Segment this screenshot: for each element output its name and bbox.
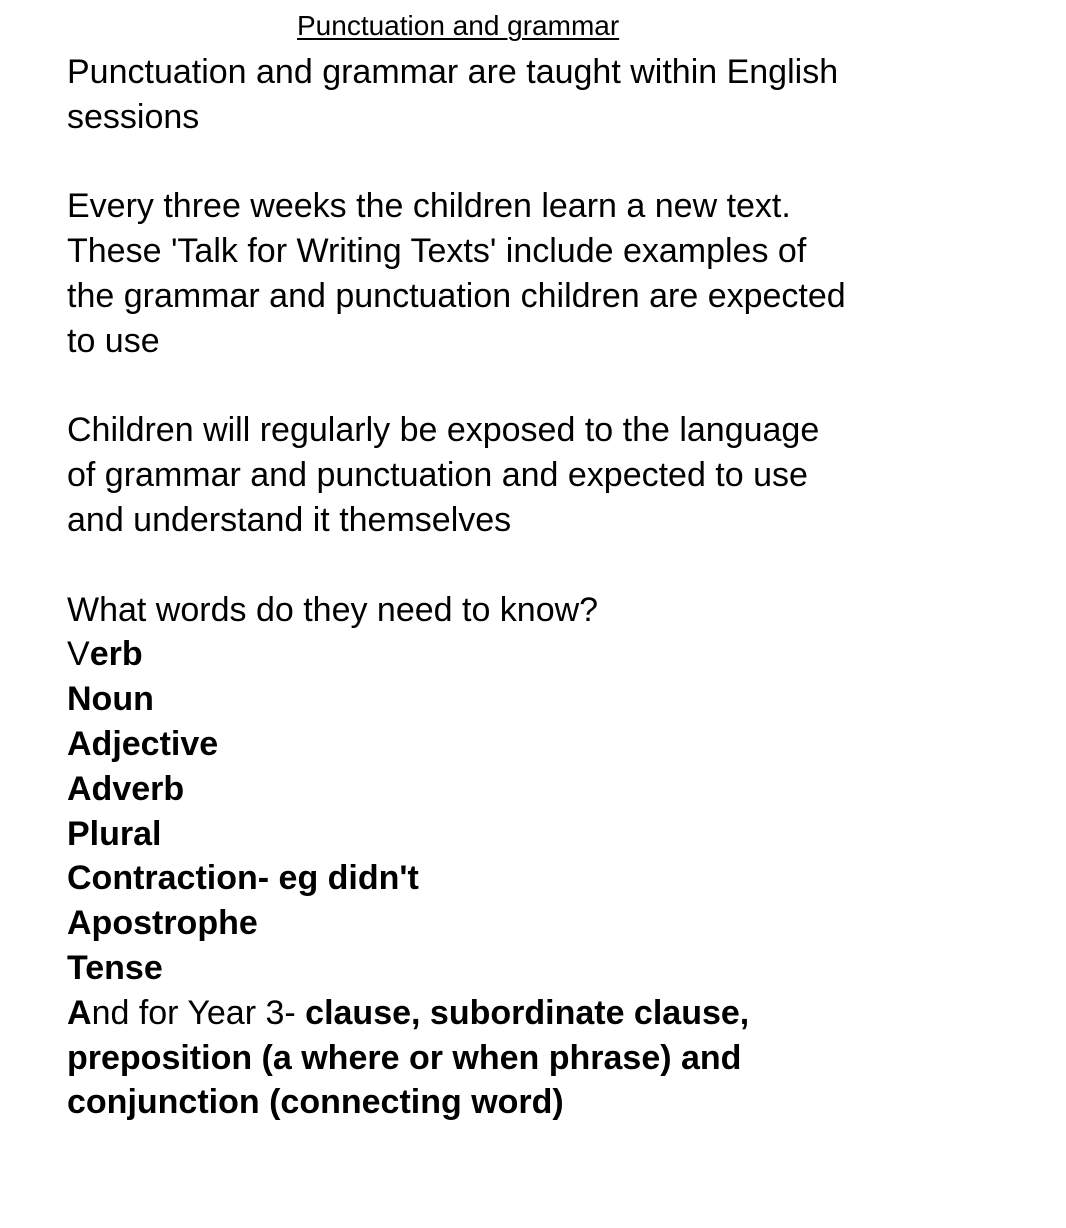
paragraph-gap <box>67 543 967 588</box>
document-body <box>67 50 967 1125</box>
paragraph-texts <box>67 184 967 363</box>
vocabulary-list <box>67 588 967 1126</box>
vocabulary-question: What words do they need to know? <box>67 590 599 629</box>
paragraph-gap <box>67 140 967 185</box>
term-verb-rest: erb <box>89 635 143 674</box>
paragraph-texts-line-2: These 'Talk for Writing Texts' include examples of <box>67 232 807 271</box>
term-plural: Plural <box>67 814 162 853</box>
year3-line-1 <box>67 991 967 1036</box>
paragraph-texts-line-4: to use <box>67 321 160 360</box>
term-verb-initial: V <box>67 635 90 674</box>
year3-line-2: preposition (a where or when phrase) and <box>67 1038 742 1077</box>
term-noun: Noun <box>67 680 154 719</box>
paragraph-intro <box>67 50 967 140</box>
paragraph-intro-line-2: sessions <box>67 97 200 136</box>
paragraph-texts-line-3: the grammar and punctuation children are expected <box>67 276 846 315</box>
paragraph-gap <box>67 364 967 409</box>
paragraph-language-line-3: and understand it themselves <box>67 500 512 539</box>
term-apostrophe: Apostrophe <box>67 904 258 943</box>
paragraph-texts-line-1: Every three weeks the children learn a new text. <box>67 187 791 226</box>
term-contraction: Contraction- eg didn't <box>67 859 419 898</box>
term-adjective: Adjective <box>67 724 219 763</box>
year3-terms-clause: clause, subordinate clause, <box>305 993 750 1032</box>
term-adverb: Adverb <box>67 769 185 808</box>
paragraph-language-line-2: of grammar and punctuation and expected to use <box>67 456 808 495</box>
page-title: Punctuation and grammar <box>297 10 620 41</box>
term-tense: Tense <box>67 948 163 987</box>
year3-lead-text: nd for Year 3- <box>91 993 306 1032</box>
term-verb <box>67 632 967 677</box>
paragraph-language-line-1: Children will regularly be exposed to the language <box>67 411 820 450</box>
paragraph-intro-line-1: Punctuation and grammar are taught within English <box>67 53 839 91</box>
paragraph-language <box>67 408 967 542</box>
year3-lead-initial: A <box>67 993 92 1032</box>
year3-line-3: conjunction (connecting word) <box>67 1083 564 1122</box>
